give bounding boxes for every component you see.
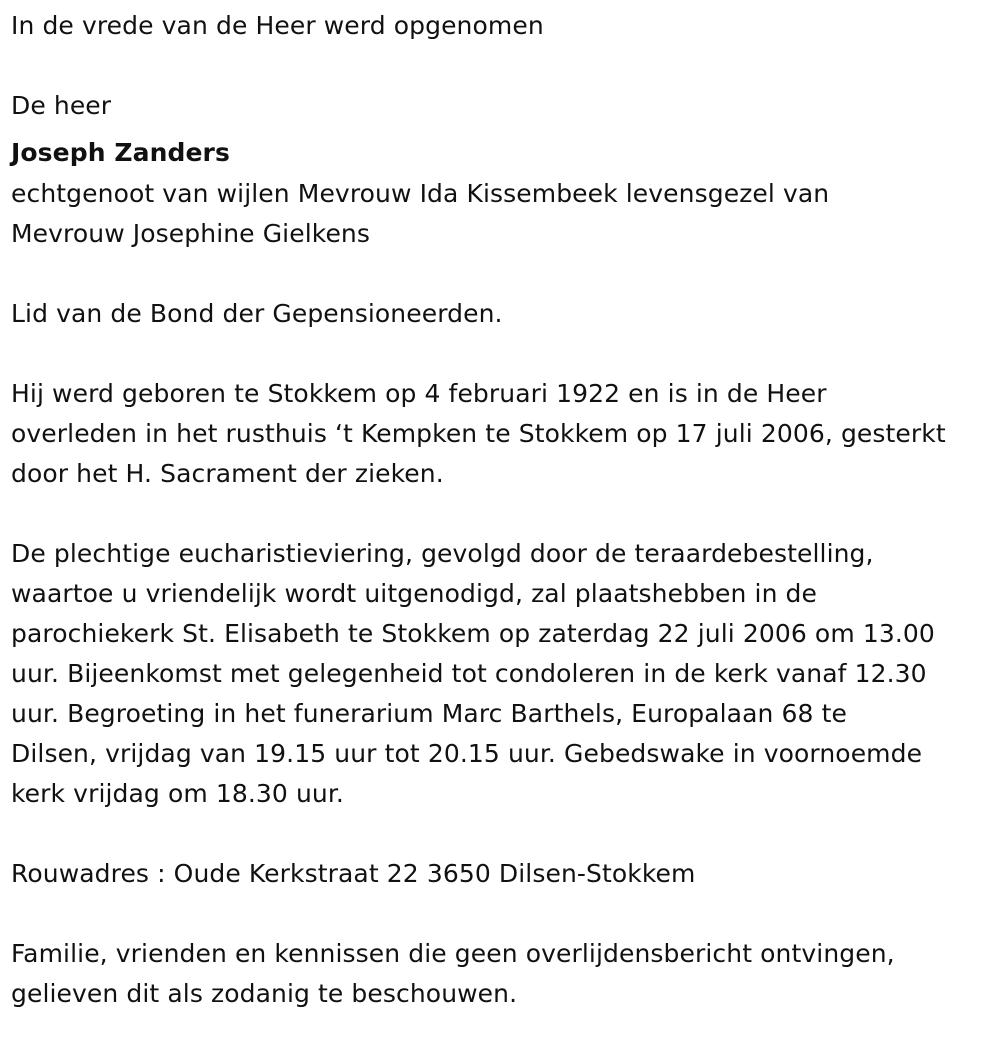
- ceremony-line: waartoe u vriendelijk wordt uitgenodigd, zal plaatshebben in de: [11, 579, 818, 608]
- ceremony-line: Dilsen, vrijdag van 19.15 uur tot 20.15 uur. Gebedswake in voornoemde: [11, 739, 923, 768]
- ceremony-paragraph: [11, 534, 996, 814]
- ceremony-line: kerk vrijdag om 18.30 uur.: [11, 779, 344, 808]
- mourning-address: Rouwadres : Oude Kerkstraat 22 3650 Dilsen-Stokkem: [11, 859, 696, 888]
- deceased-name: Joseph Zanders: [11, 138, 230, 167]
- ceremony-line: De plechtige eucharistieviering, gevolgd door de teraardebestelling,: [11, 539, 874, 568]
- closing-line: gelieven dit als zodanig te beschouwen.: [11, 979, 518, 1008]
- ceremony-line: uur. Bijeenkomst met gelegenheid tot condoleren in de kerk vanaf 12.30: [11, 659, 927, 688]
- membership-text: Lid van de Bond der Gepensioneerden.: [11, 299, 503, 328]
- spouse-line: echtgenoot van wijlen Mevrouw Ida Kissembeek levensgezel van: [11, 179, 830, 208]
- birth-death-line: door het H. Sacrament der zieken.: [11, 459, 444, 488]
- death-notice: [11, 6, 996, 1014]
- birth-death-line: Hij werd geboren te Stokkem op 4 februari 1922 en is in de Heer: [11, 379, 827, 408]
- closing-line: Familie, vrienden en kennissen die geen overlijdensbericht ontvingen,: [11, 939, 895, 968]
- honorific-title: De heer: [11, 91, 112, 120]
- intro-text: In de vrede van de Heer werd opgenomen: [11, 11, 544, 40]
- ceremony-line: uur. Begroeting in het funerarium Marc Barthels, Europalaan 68 te: [11, 699, 847, 728]
- spouse-line: Mevrouw Josephine Gielkens: [11, 219, 370, 248]
- birth-death-line: overleden in het rusthuis ‘t Kempken te Stokkem op 17 juli 2006, gesterkt: [11, 419, 946, 448]
- spouse-paragraph: [11, 174, 996, 254]
- ceremony-line: parochiekerk St. Elisabeth te Stokkem op zaterdag 22 juli 2006 om 13.00: [11, 619, 935, 648]
- birth-death-paragraph: [11, 374, 996, 494]
- closing-paragraph: [11, 934, 996, 1014]
